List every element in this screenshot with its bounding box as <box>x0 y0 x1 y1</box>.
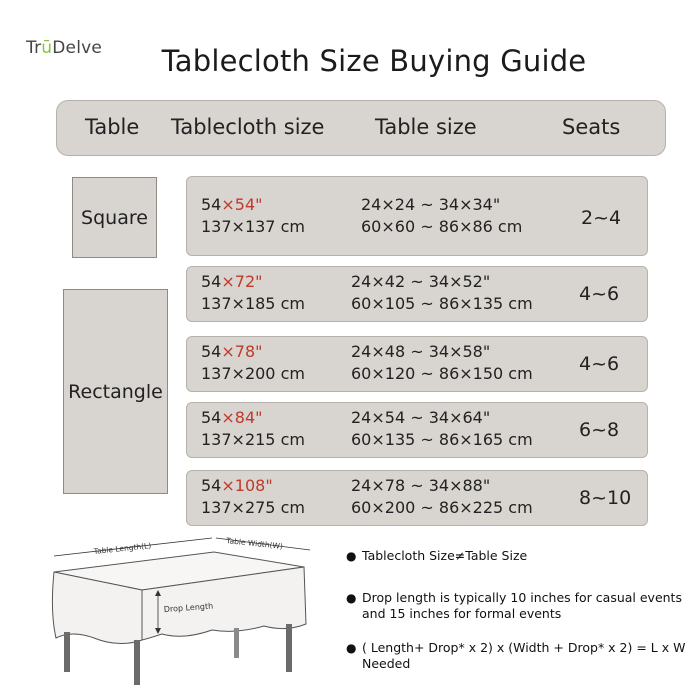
tablecloth-cm: 137×200 cm <box>201 364 305 383</box>
seats-value: 4~6 <box>579 353 620 375</box>
table-size-cm: 60×60 ~ 86×86 cm <box>361 217 523 236</box>
tablecloth-inches: 54×78" <box>201 342 263 361</box>
table-size-cell <box>351 341 533 385</box>
size-row-2 <box>186 266 648 322</box>
size-row-4 <box>186 402 648 458</box>
tablecloth-diagram <box>24 532 324 692</box>
table-size-cm: 60×105 ~ 86×135 cm <box>351 294 533 313</box>
tablecloth-inches: 54×84" <box>201 408 263 427</box>
table-size-inches: 24×54 ~ 34×64" <box>351 408 491 427</box>
logo-text-accent: ū <box>41 38 53 58</box>
table-leg <box>286 624 292 672</box>
logo-text-start: Tr <box>26 38 42 58</box>
table-size-cm: 60×120 ~ 86×150 cm <box>351 364 533 383</box>
tablecloth-length-highlight: 72 <box>234 272 256 291</box>
seats-value: 6~8 <box>579 419 620 441</box>
tablecloth-inches: 54×108" <box>201 476 273 495</box>
tablecloth-cm: 137×137 cm <box>201 217 305 236</box>
tablecloth-size-cell <box>201 407 305 451</box>
table-size-cell <box>351 271 533 315</box>
size-row-5 <box>186 470 648 526</box>
size-row-3 <box>186 336 648 392</box>
table-header <box>56 100 666 156</box>
tablecloth-length-highlight: 54 <box>234 195 256 214</box>
page-title: Tablecloth Size Buying Guide <box>161 44 587 78</box>
tablecloth-size-cell <box>201 194 305 238</box>
table-leg <box>134 640 140 685</box>
header-seats: Seats <box>562 115 621 139</box>
note-text: Tablecloth Size≠Table Size <box>362 548 528 563</box>
table-size-cell <box>361 194 522 238</box>
tablecloth-length-highlight: 108 <box>234 476 266 495</box>
header-table: Table <box>85 115 140 139</box>
table-size-cell <box>351 407 533 451</box>
tablecloth-size-cell <box>201 475 305 519</box>
seats-value: 4~6 <box>579 283 620 305</box>
square-label: Square <box>81 206 148 229</box>
table-size-inches: 24×48 ~ 34×58" <box>351 342 491 361</box>
table-leg <box>234 628 239 658</box>
table-width-label: Table Width(W) <box>225 536 284 551</box>
tablecloth-cm: 137×275 cm <box>201 498 305 517</box>
note-text: Drop length is typically 10 inches for casual events and 15 inches for formal events <box>362 590 682 621</box>
drop-length-label: Drop Length <box>163 601 214 614</box>
table-illustration <box>24 532 324 692</box>
table-size-inches: 24×78 ~ 34×88" <box>351 476 491 495</box>
table-size-cm: 60×200 ~ 86×225 cm <box>351 498 533 517</box>
tablecloth-inches: 54×72" <box>201 272 263 291</box>
table-length-label: Table Length(L) <box>93 541 152 556</box>
tablecloth-inches: 54×54" <box>201 195 263 214</box>
logo-text-end: Delve <box>52 38 103 58</box>
table-size-cell <box>351 475 533 519</box>
tablecloth-size-cell <box>201 271 305 315</box>
note-item <box>346 548 691 564</box>
tablecloth-cm: 137×215 cm <box>201 430 305 449</box>
table-size-inches: 24×42 ~ 34×52" <box>351 272 491 291</box>
rectangle-label: Rectangle <box>68 380 163 403</box>
bullet-icon: ● <box>346 641 357 655</box>
note-text: ( Length+ Drop* x 2) x (Width + Drop* x 2) = L x W Needed <box>362 640 686 671</box>
header-tablecloth-size: Tablecloth size <box>171 115 325 139</box>
table-size-cm: 60×135 ~ 86×165 cm <box>351 430 533 449</box>
tablecloth-length-highlight: 78 <box>234 342 256 361</box>
bullet-icon: ● <box>346 591 357 605</box>
square-shape-label <box>72 177 157 258</box>
table-size-inches: 24×24 ~ 34×34" <box>361 195 501 214</box>
note-item <box>346 590 691 622</box>
size-row-1 <box>186 176 648 256</box>
tablecloth-length-highlight: 84 <box>234 408 256 427</box>
header-table-size: Table size <box>375 115 477 139</box>
note-item <box>346 640 691 672</box>
tablecloth-cm: 137×185 cm <box>201 294 305 313</box>
bullet-icon: ● <box>346 549 357 563</box>
table-leg <box>64 632 70 672</box>
rectangle-shape-label <box>63 289 168 494</box>
seats-value: 8~10 <box>579 487 632 509</box>
seats-value: 2~4 <box>581 207 622 229</box>
tablecloth-size-cell <box>201 341 305 385</box>
